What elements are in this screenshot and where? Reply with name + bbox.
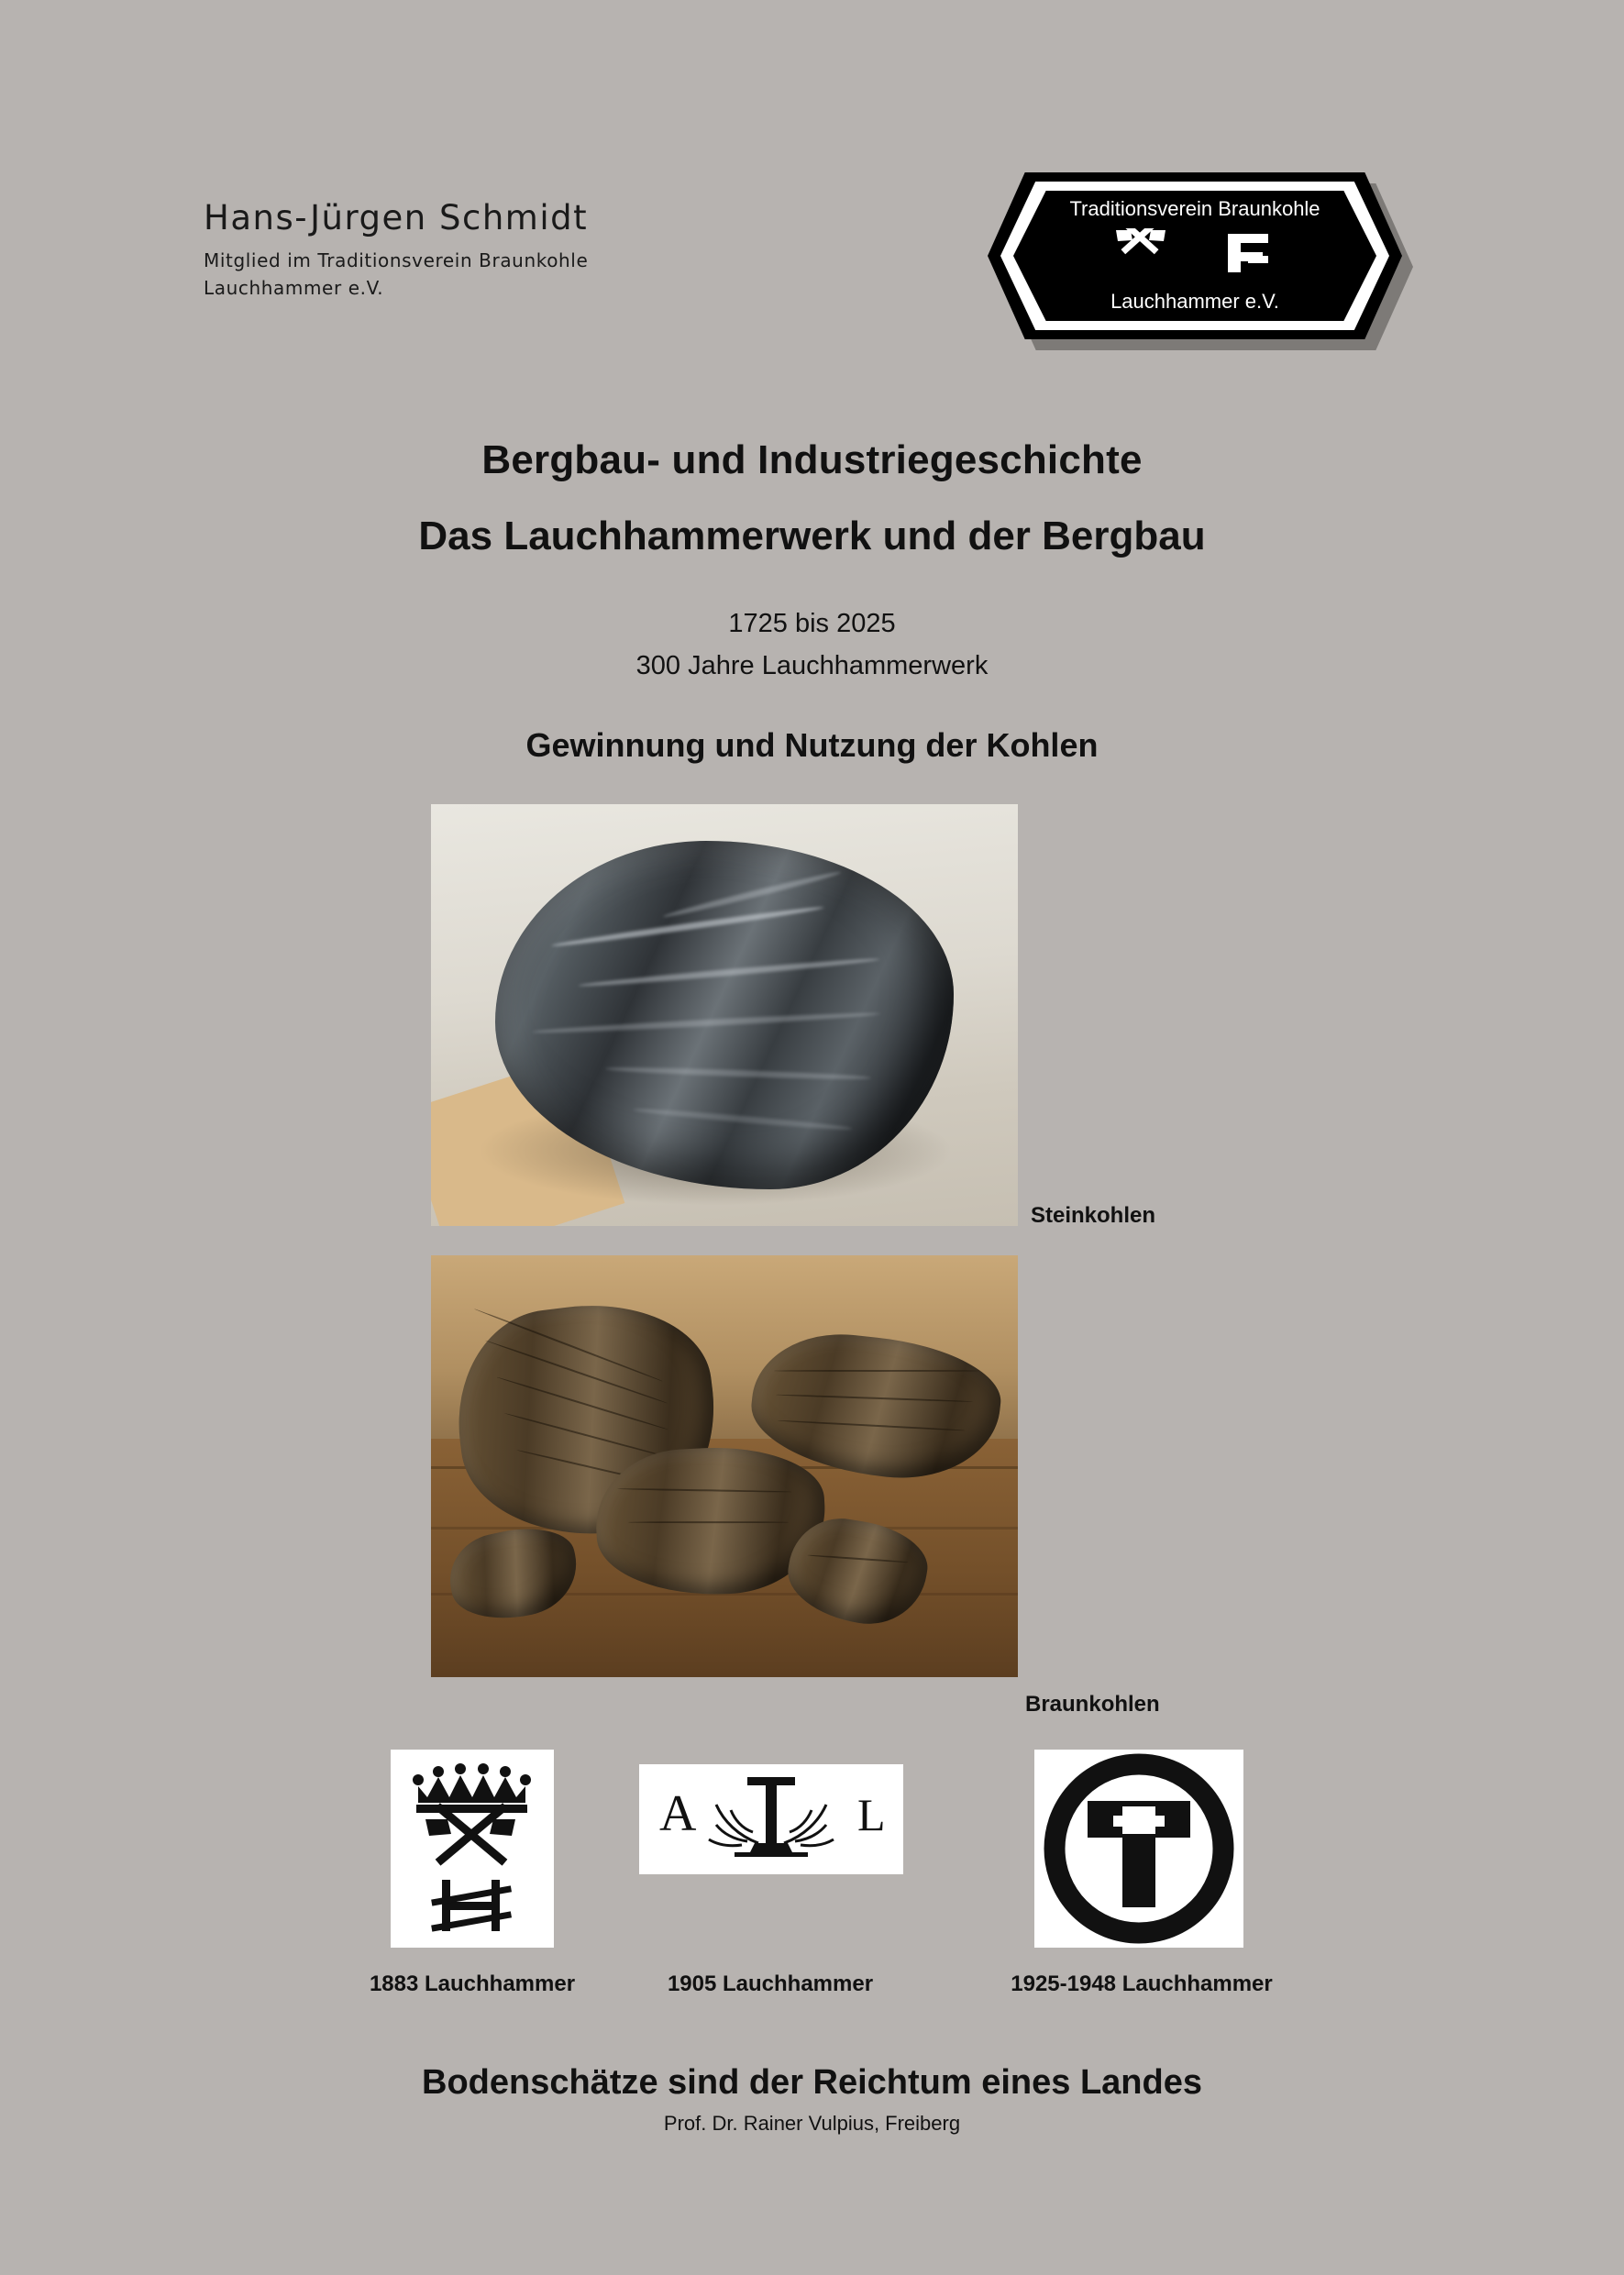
section-title: Gewinnung und Nutzung der Kohlen — [525, 726, 1099, 764]
logo-bottom-text: Lauchhammer e.V. — [1110, 290, 1279, 313]
logo-icon-row — [988, 226, 1402, 286]
svg-text:L: L — [857, 1789, 886, 1840]
braunkohle-photo — [431, 1255, 1018, 1677]
excavator-bucket-icon — [1221, 228, 1277, 284]
emblem-1925-1948 — [1034, 1750, 1243, 1948]
steinkohle-caption: Steinkohlen — [1031, 1203, 1156, 1228]
author-block — [204, 200, 772, 302]
braunkohle-caption: Braunkohlen — [1025, 1692, 1160, 1717]
emblem-1905-caption: 1905 Lauchhammer — [667, 1971, 874, 1996]
traditionsverein-logo — [988, 172, 1426, 356]
emblem-1925-1948-caption: 1925-1948 Lauchhammer — [1011, 1971, 1273, 1996]
subtitle-years: 1725 bis 2025 — [728, 609, 896, 638]
footer-quote: Bodenschätze sind der Reichtum eines Landes — [422, 2063, 1202, 2102]
author-affiliation-line2: Lauchhammer e.V. — [204, 276, 384, 299]
author-affiliation-line1: Mitglied im Traditionsverein Braunkohle — [204, 248, 589, 271]
page-title-line1: Bergbau- und Industriegeschichte — [481, 437, 1143, 482]
crown-hammers-monogram-icon — [391, 1936, 554, 1951]
emblem-1883 — [391, 1750, 554, 1948]
crossed-hammers-icon — [1112, 228, 1169, 284]
emblem-1905 — [639, 1764, 903, 1874]
logo-top-text: Traditionsverein Braunkohle — [1069, 197, 1320, 220]
a-l-anchor-laurel-icon — [639, 1785, 903, 1878]
author-name: Hans-Jürgen Schmidt — [204, 198, 589, 237]
circled-t-cross-icon — [1034, 1936, 1243, 1951]
page-title-line2: Das Lauchhammerwerk und der Bergbau — [418, 514, 1206, 558]
emblem-1883-caption: 1883 Lauchhammer — [369, 1971, 576, 1996]
svg-text:A: A — [659, 1785, 697, 1842]
steinkohle-photo — [431, 804, 1018, 1226]
author-affiliation — [204, 247, 772, 302]
footer-attribution: Prof. Dr. Rainer Vulpius, Freiberg — [663, 2112, 961, 2135]
subtitle-anniversary: 300 Jahre Lauchhammerwerk — [635, 651, 989, 680]
